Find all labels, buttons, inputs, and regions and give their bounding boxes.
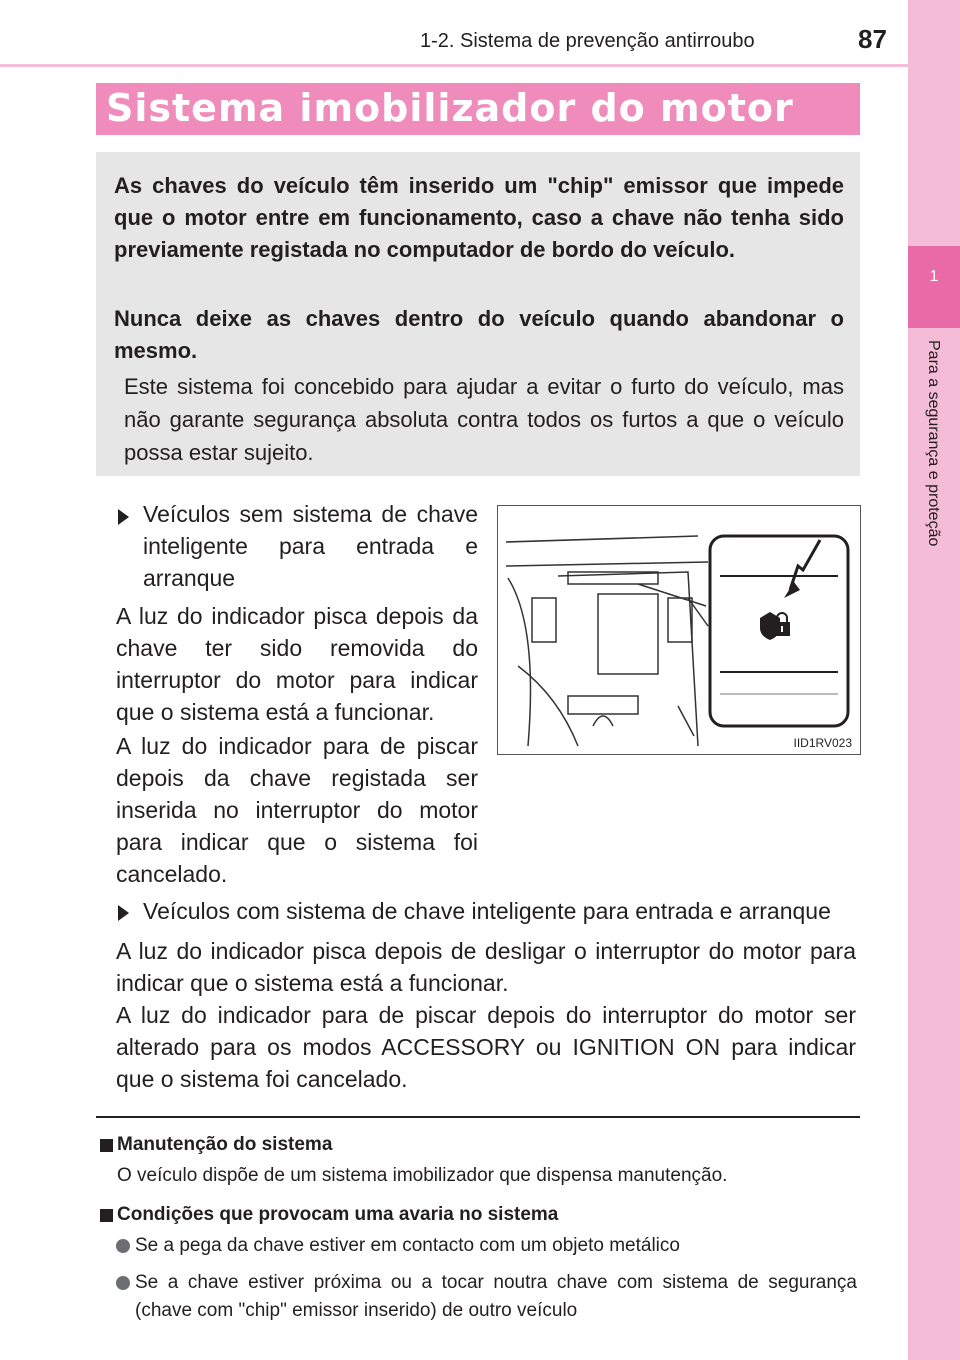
dashboard-illustration <box>497 505 861 755</box>
square-bullet-icon <box>100 1139 113 1152</box>
condition-2: Se a chave estiver próxima ou a tocar noutra chave com sistema de segurança (chave com "chip" emissor inserido) de outro veículo <box>135 1272 857 1321</box>
chapter-tab[interactable] <box>908 246 960 328</box>
square-bullet-icon <box>100 1209 113 1222</box>
page-title: Sistema imobilizador do motor <box>106 86 794 130</box>
round-bullet-icon <box>116 1276 130 1290</box>
illustration-code: IID1RV023 <box>793 736 852 750</box>
chapter-title: Para a segurança e proteção <box>925 340 942 547</box>
section1-text-1: A luz do indicador pisca depois da chave ter sido removida do interruptor do motor para indicar que o sistema está a funcionar. <box>116 603 478 725</box>
section1-heading: Veículos sem sistema de chave inteligente para entrada e arranque <box>143 501 478 591</box>
intro-paragraph-2: Nunca deixe as chaves dentro do veículo quando abandonar o mesmo. <box>114 306 844 363</box>
round-bullet-icon <box>116 1239 130 1253</box>
intro-paragraph-1: As chaves do veículo têm inserido um "chip" emissor que impede que o motor entre em funcionamento, caso a chave não tenha sido previamente registada no computador de bordo do veículo. <box>114 173 844 262</box>
section-header: 1-2. Sistema de prevenção antirroubo <box>420 30 755 52</box>
maintenance-heading: Manutenção do sistema <box>117 1134 333 1155</box>
chapter-side-bar <box>908 0 960 1360</box>
section2-heading: Veículos com sistema de chave inteligente para entrada e arranque <box>143 898 831 924</box>
dashboard-drawing <box>498 506 860 754</box>
conditions-heading: Condições que provocam uma avaria no sistema <box>117 1204 559 1225</box>
intro-note: Este sistema foi concebido para ajudar a evitar o furto do veículo, mas não garante segurança absoluta contra todos os furtos a que o veículo possa estar sujeito. <box>124 374 844 465</box>
section2-text-2: A luz do indicador para de piscar depois do interruptor do motor ser alterado para os modos ACCESSORY ou IGNITION ON para indicar que o sistema foi cancelado. <box>116 1002 856 1092</box>
page-number: 87 <box>858 24 887 54</box>
triangle-bullet-icon <box>118 905 129 921</box>
triangle-bullet-icon <box>118 509 129 525</box>
condition-1: Se a pega da chave estiver em contacto com um objeto metálico <box>135 1235 680 1256</box>
chapter-number: 1 <box>929 268 939 285</box>
maintenance-text: O veículo dispõe de um sistema imobilizador que dispensa manutenção. <box>117 1165 728 1186</box>
header-divider <box>0 64 908 67</box>
section1-text-2: A luz do indicador para de piscar depois da chave registada ser inserida no interruptor do motor para indicar que o sistema foi cancelado. <box>116 733 478 887</box>
section2-text-1: A luz do indicador pisca depois de desligar o interruptor do motor para indicar que o sistema está a funcionar. <box>116 938 856 996</box>
notes-divider <box>96 1116 860 1118</box>
